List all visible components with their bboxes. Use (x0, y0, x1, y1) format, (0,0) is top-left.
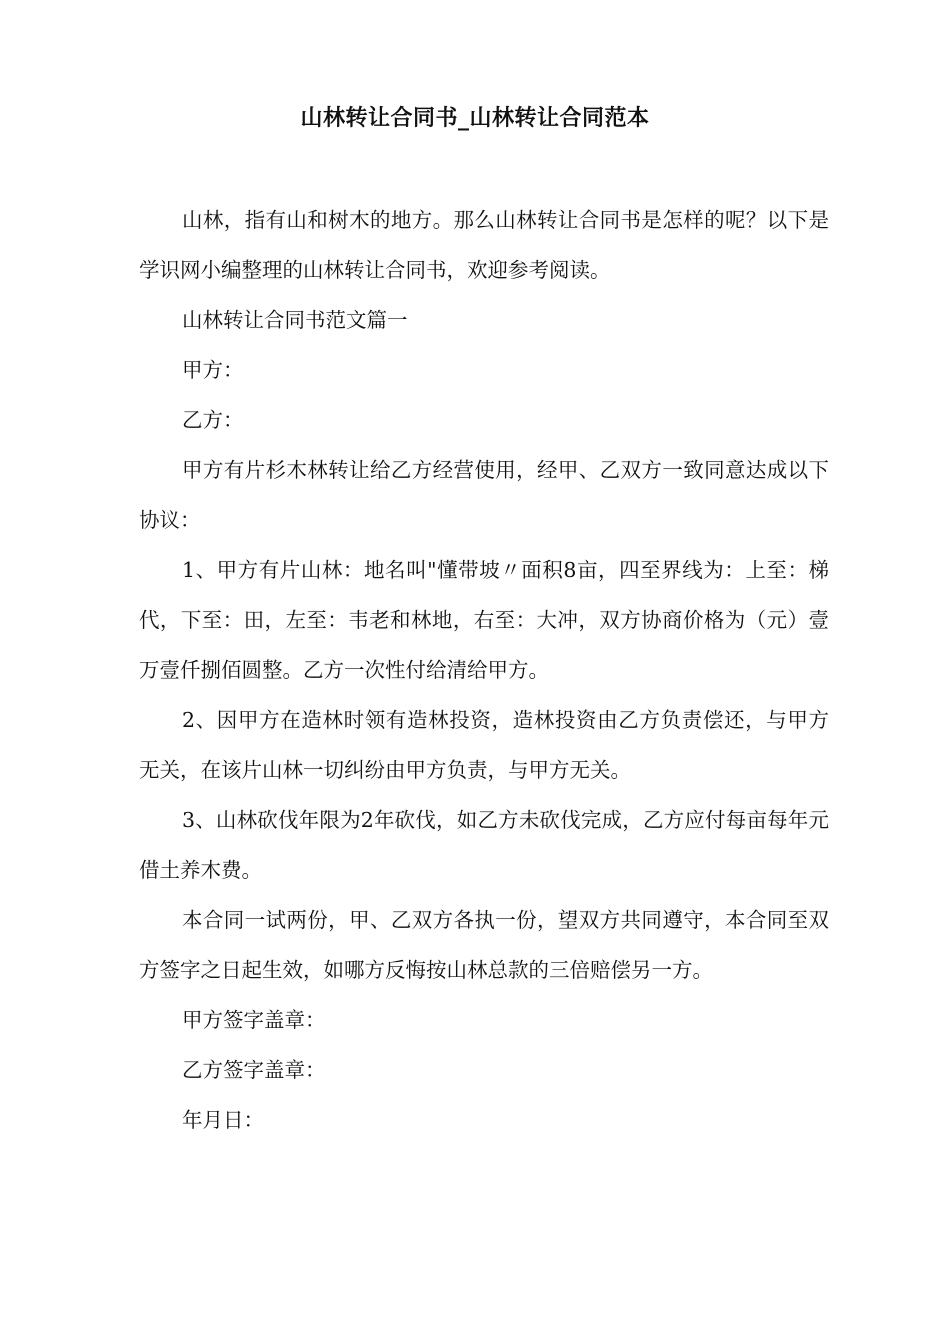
intro-paragraph: 山林，指有山和树木的地方。那么山林转让合同书是怎样的呢？以下是学识网小编整理的山林转让合同书，欢迎参考阅读。 (139, 208, 829, 282)
party-a-signature: 甲方签字盖章： (182, 1008, 326, 1032)
party-b-signature: 乙方签字盖章： (182, 1058, 326, 1082)
agreement-preamble: 甲方有片杉木林转让给乙方经营使用，经甲、乙双方一致同意达成以下协议： (139, 458, 829, 532)
clause-3: 3、山林砍伐年限为2年砍伐，如乙方未砍伐完成，乙方应付每亩每年元借土养木费。 (139, 808, 829, 882)
date-line: 年月日： (182, 1108, 264, 1132)
clause-2: 2、因甲方在造林时领有造林投资，造林投资由乙方负责偿还，与甲方无关，在该片山林一切纠纷由甲方负责，与甲方无关。 (139, 708, 829, 782)
party-a-line: 甲方： (182, 358, 244, 382)
document-body (139, 195, 829, 1145)
section-heading: 山林转让合同书范文篇一 (182, 308, 408, 332)
closing-paragraph: 本合同一试两份，甲、乙双方各执一份，望双方共同遵守，本合同至双方签字之日起生效，如哪方反悔按山林总款的三倍赔偿另一方。 (139, 908, 829, 982)
party-b-line: 乙方： (182, 408, 244, 432)
clause-1: 1、甲方有片山林：地名叫"懂带坡〃面积8亩，四至界线为：上至：梯代，下至：田，左至：韦老和林地，右至：大冲，双方协商价格为（元）壹万壹仟捌佰圆整。乙方一次性付给清给甲方。 (139, 558, 829, 682)
document-title: 山林转让合同书_山林转让合同范本 (300, 106, 650, 131)
